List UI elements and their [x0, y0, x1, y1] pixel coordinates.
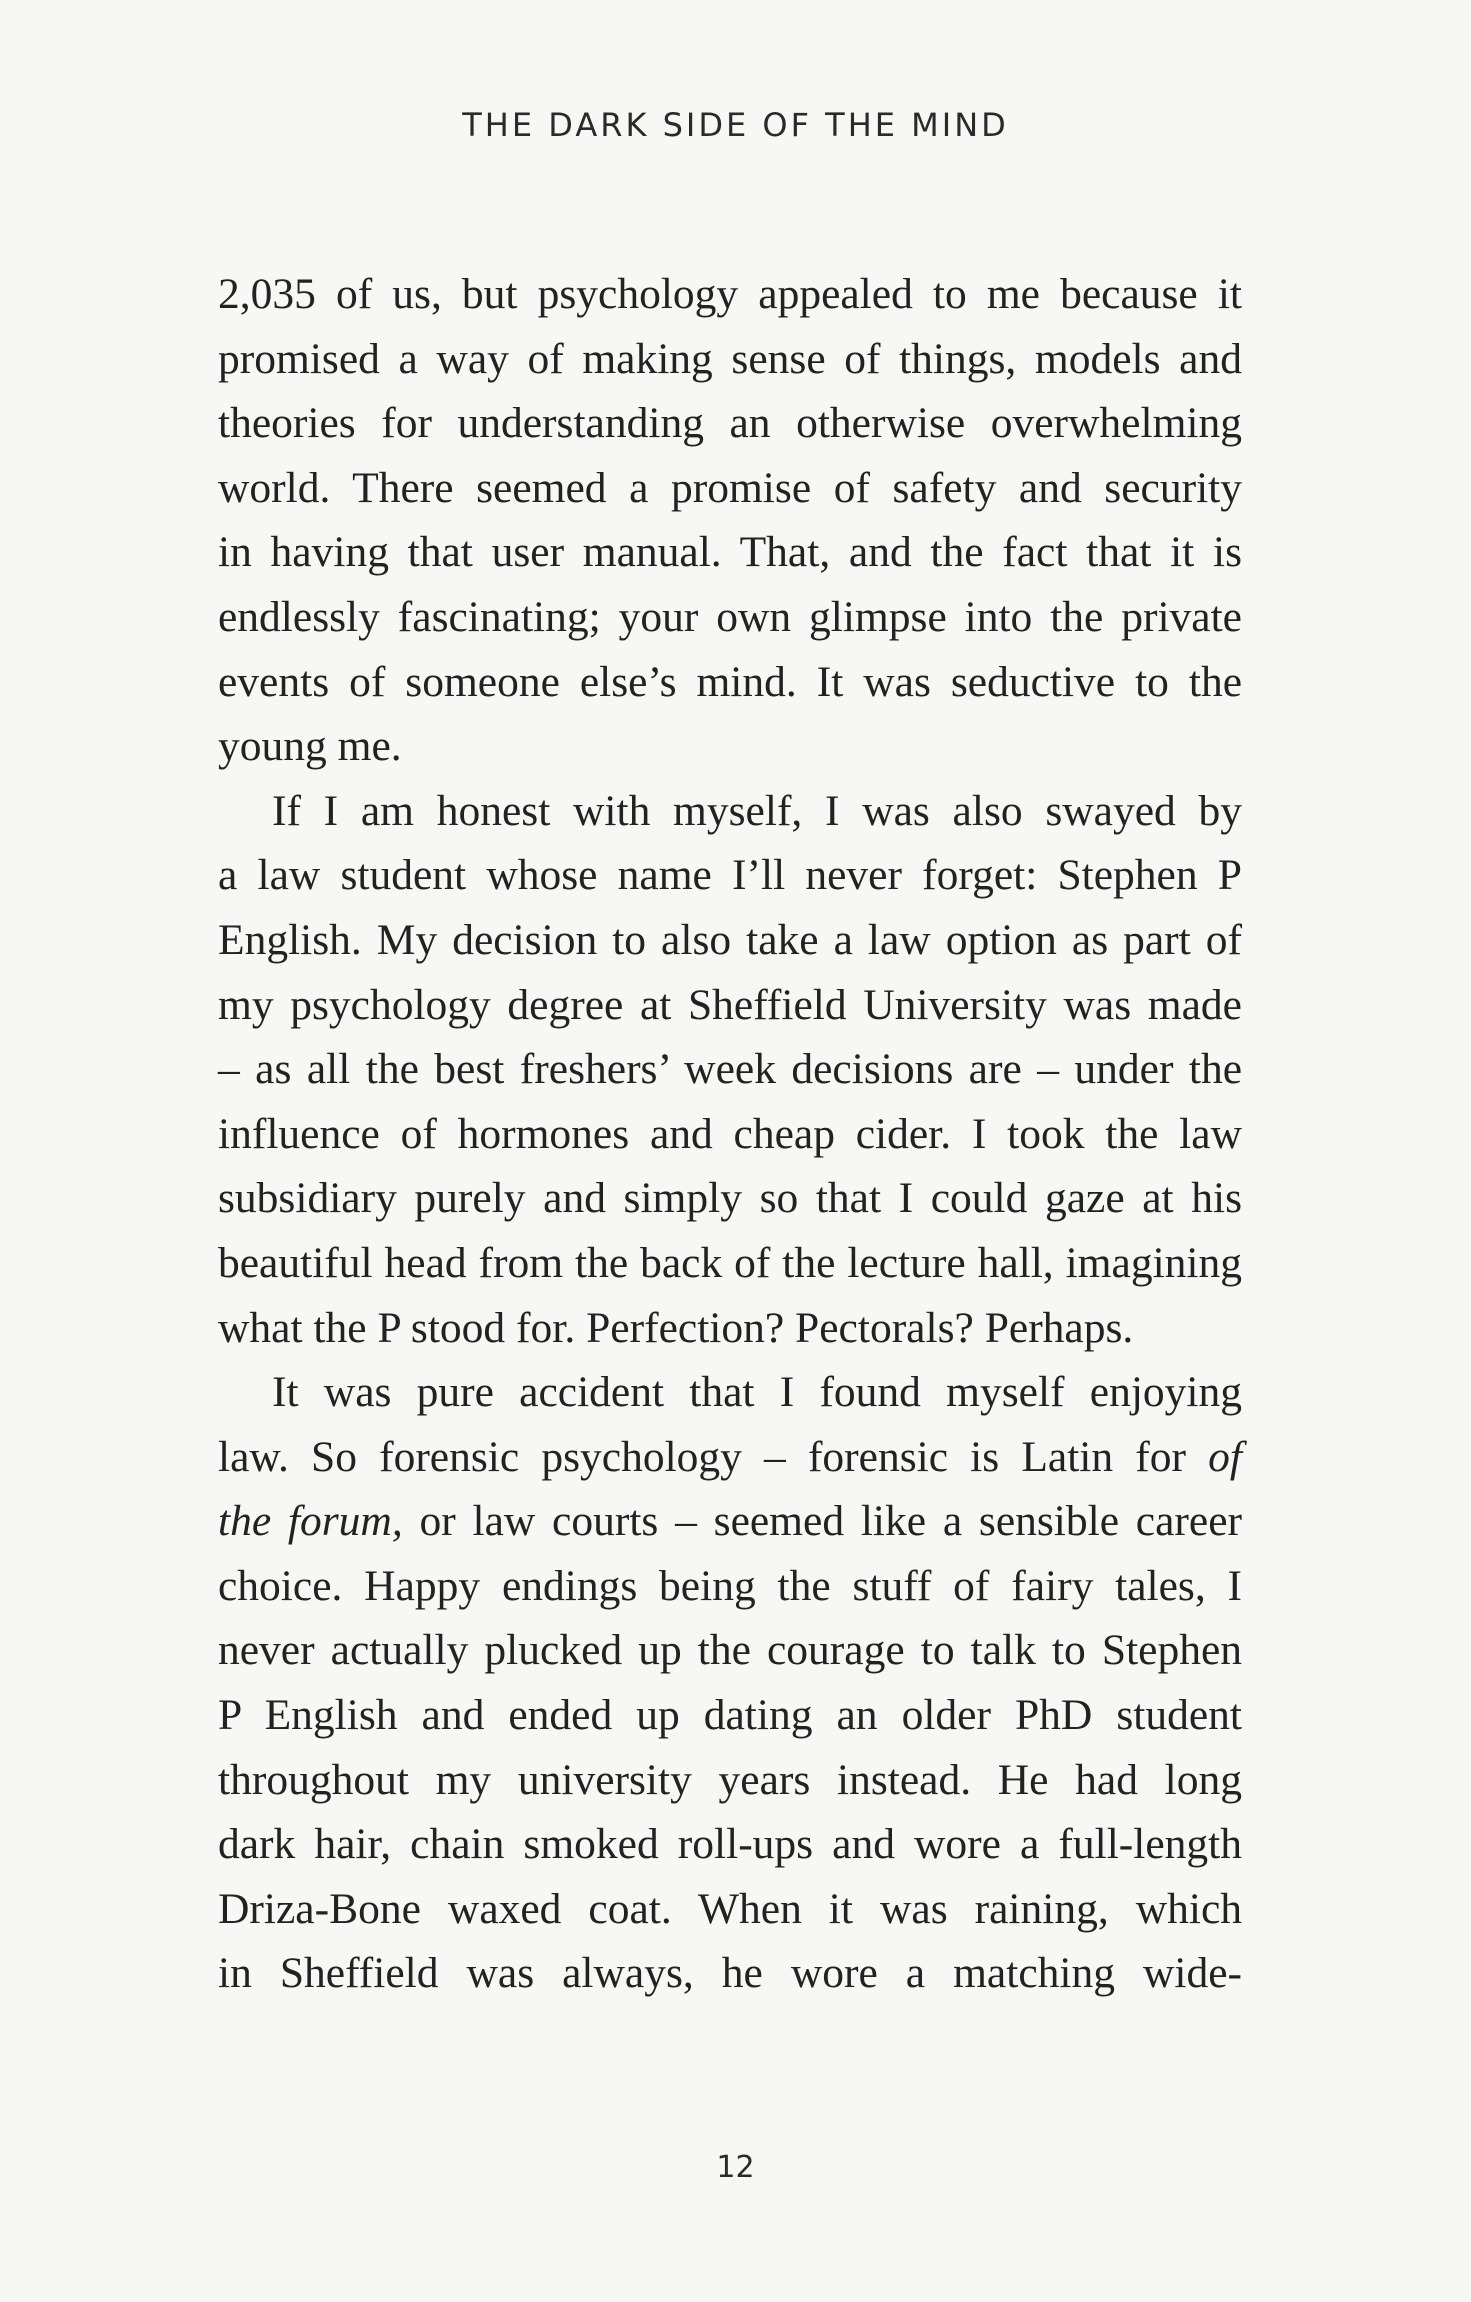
- text-line: promised a way of making sense of things, models and: [218, 334, 1242, 383]
- text-line: Driza-Bone waxed coat. When it was raining, which: [218, 1884, 1242, 1933]
- body-text: [218, 262, 1242, 2006]
- text-line: events of someone else’s mind. It was seductive to the: [218, 657, 1242, 706]
- text-line: endlessly fascinating; your own glimpse into the private: [218, 592, 1242, 641]
- text-line: world. There seemed a promise of safety and security: [218, 463, 1242, 512]
- text-line: throughout my university years instead. He had long: [218, 1755, 1242, 1804]
- text-line: English. My decision to also take a law option as part of: [218, 915, 1242, 964]
- text-segment: or law courts – seemed like a sensible career: [419, 1497, 1243, 1546]
- text-line: [218, 1425, 1242, 1490]
- text-line: influence of hormones and cheap cider. I took the law: [218, 1109, 1242, 1158]
- text-line: choice. Happy endings being the stuff of fairy tales, I: [218, 1561, 1242, 1610]
- text-segment: law. So forensic psychology – forensic is Latin for: [218, 1432, 1187, 1481]
- text-line: – as all the best freshers’ week decisions are – under the: [218, 1045, 1242, 1094]
- text-line: my psychology degree at Sheffield University was made: [218, 980, 1242, 1029]
- text-line: P English and ended up dating an older PhD student: [218, 1691, 1242, 1740]
- text-line: [218, 1489, 1242, 1554]
- text-line: a law student whose name I’ll never forget: Stephen P: [218, 851, 1242, 900]
- text-line: beautiful head from the back of the lecture hall, imagining: [218, 1238, 1242, 1287]
- text-line: dark hair, chain smoked roll-ups and wore a full-length: [218, 1820, 1242, 1869]
- text-line: theories for understanding an otherwise overwhelming: [218, 399, 1242, 448]
- text-line: what the P stood for. Perfection? Pectorals? Perhaps.: [218, 1303, 1134, 1352]
- italic-text: of: [1208, 1432, 1243, 1481]
- paragraph-start-line: It was pure accident that I found myself enjoying: [272, 1368, 1242, 1417]
- text-line: in having that user manual. That, and the fact that it is: [218, 528, 1242, 577]
- text-line: subsidiary purely and simply so that I could gaze at his: [218, 1174, 1242, 1223]
- text-line: young me.: [218, 722, 402, 771]
- italic-text: the forum,: [218, 1497, 403, 1546]
- paragraph-start-line: If I am honest with myself, I was also swayed by: [272, 786, 1242, 835]
- text-line: in Sheffield was always, he wore a matching wide-: [218, 1949, 1242, 1998]
- running-head: THE DARK SIDE OF THE MIND: [462, 106, 1009, 144]
- text-line: 2,035 of us, but psychology appealed to me because it: [218, 270, 1242, 318]
- text-line: never actually plucked up the courage to talk to Stephen: [218, 1626, 1242, 1675]
- page-number: 12: [716, 2150, 755, 2185]
